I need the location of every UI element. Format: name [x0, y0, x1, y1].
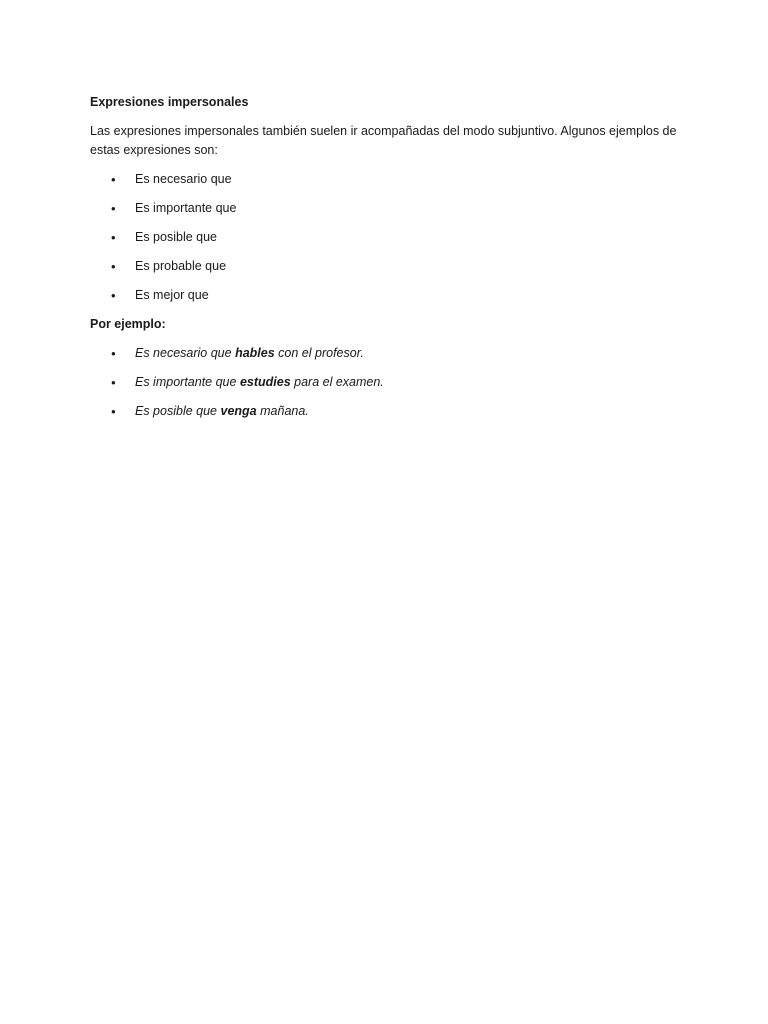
document-content: [90, 93, 680, 431]
list-item: • Es probable que: [90, 257, 680, 276]
list-item: • Es posible que: [90, 228, 680, 247]
example-verb: estudies: [239, 375, 291, 389]
expressions-list: [90, 170, 680, 305]
example-after: para el examen.: [294, 375, 384, 389]
list-item: • Es mejor que: [90, 286, 680, 305]
examples-label: Por ejemplo:: [90, 317, 166, 331]
example-before: Es necesario que: [135, 346, 232, 360]
section-heading: Expresiones impersonales: [90, 95, 249, 109]
list-item: • Es importante que: [90, 199, 680, 218]
example-item: [90, 373, 680, 392]
example-after: con el profesor.: [278, 346, 364, 360]
example-after: mañana.: [260, 404, 309, 418]
intro-paragraph: Las expresiones impersonales también suelen ir acompañadas del modo subjuntivo. Algunos ejemplos de estas expresiones son:: [90, 124, 677, 157]
example-verb: hables: [235, 346, 275, 360]
example-verb: venga: [220, 404, 257, 418]
examples-list: [90, 344, 680, 421]
example-before: Es importante que: [135, 375, 237, 389]
example-item: [90, 344, 680, 363]
example-before: Es posible que: [135, 404, 218, 418]
list-item: • Es necesario que: [90, 170, 680, 189]
example-item: [90, 402, 680, 421]
